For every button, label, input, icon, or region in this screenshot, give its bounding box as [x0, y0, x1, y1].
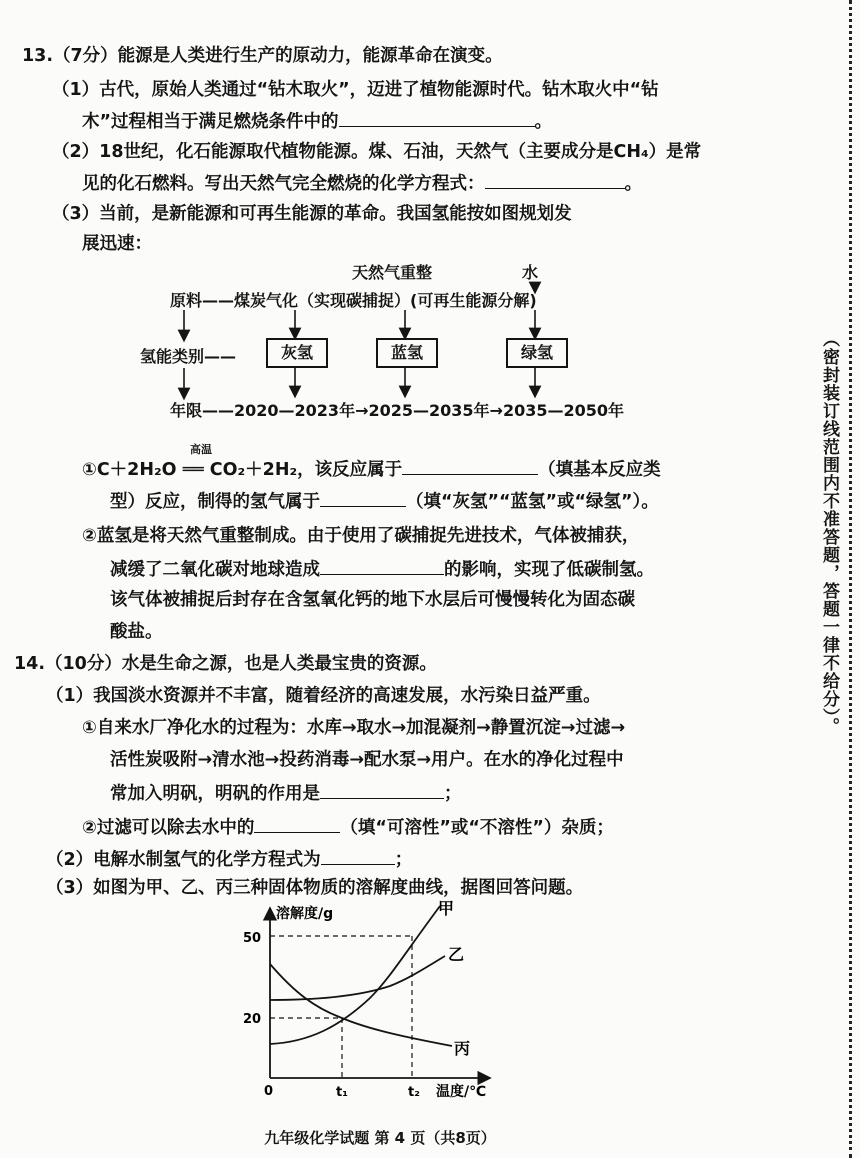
y-tick-50: 50: [243, 931, 262, 946]
reaction-condition: 高温: [190, 443, 212, 456]
green-hydrogen-box: 绿氢: [506, 338, 568, 368]
answer-blank-7[interactable]: [254, 814, 340, 833]
q13-p1-line1: （1）古代，原始人类通过“钻木取火”，迈进了植物能源时代。钻木取火中“钻: [52, 80, 659, 100]
hydrogen-plan-diagram: [130, 258, 650, 428]
y-tick-20: 20: [243, 1012, 262, 1027]
answer-blank-2[interactable]: [485, 170, 625, 189]
answer-blank-4[interactable]: [320, 488, 406, 507]
series-label-bing: 丙: [454, 1039, 471, 1058]
diagram-top-label-2: 水: [522, 263, 539, 282]
q13-p1-line2: 木”过程相当于满足燃烧条件中的 。: [82, 108, 552, 134]
q13-p2-line2: 见的化石燃料。写出天然气完全燃烧的化学方程式： 。: [82, 170, 642, 196]
diagram-raw-row: 原料——煤炭气化（实现碳捕捉）(可再生能源分解): [170, 291, 537, 310]
binding-dotted-line: [849, 0, 852, 1158]
diagram-top-label-1: 天然气重整: [352, 263, 433, 282]
q13-p2-line1: （2）18世纪，化石能源取代植物能源。煤、石油，天然气（主要成分是CH₄）是常: [52, 142, 702, 162]
series-label-jia: 甲: [438, 899, 455, 918]
diagram-arrows: [130, 258, 650, 428]
x-axis-label: 温度/℃: [436, 1084, 487, 1098]
q14-item1-line2: 活性炭吸附→清水池→投药消毒→配水泵→用户。在水的净化过程中: [110, 750, 624, 770]
diagram-years-row: 年限——2020—2023年→2025—2035年→2035—2050年: [170, 401, 625, 420]
series-label-yi: 乙: [448, 945, 465, 964]
solubility-chart: [240, 898, 500, 1098]
q14-item2: ②过滤可以除去水中的 （填“可溶性”或“不溶性”）杂质；: [82, 814, 614, 840]
blue-hydrogen-box: 蓝氢: [376, 338, 438, 368]
q13-p3-line2: 展迅速：: [82, 234, 152, 254]
q14-p1: （1）我国淡水资源并不丰富，随着经济的高速发展，水污染日益严重。: [46, 686, 601, 706]
answer-blank-1[interactable]: [339, 108, 535, 127]
q14-p3: （3）如图为甲、乙、丙三种固体物质的溶解度曲线，据图回答问题。: [46, 878, 584, 898]
diagram-type-label: 氢能类别——: [140, 347, 237, 366]
answer-blank-3[interactable]: [402, 456, 538, 475]
answer-blank-6[interactable]: [320, 780, 444, 799]
answer-blank-5[interactable]: [320, 556, 444, 575]
x-tick-t1: t₁: [336, 1085, 348, 1098]
q13-p3-line1: （3）当前，是新能源和可再生能源的革命。我国氢能按如图规划发: [52, 204, 572, 224]
q13-item2-line3: 该气体被捕捉后封存在含氢氧化钙的地下水层后可慢慢转化为固态碳: [110, 590, 635, 610]
q13-item2-line2: 减缓了二氧化碳对地球造成 的影响，实现了低碳制氢。: [110, 556, 654, 582]
answer-blank-8[interactable]: [321, 846, 395, 865]
grey-hydrogen-box: 灰氢: [266, 338, 328, 368]
seal-line-note: （密封装订线范围内不准答题，答题一律不给分）。: [819, 330, 839, 736]
x-tick-t2: t₂: [408, 1085, 420, 1098]
q14-item1-line1: ①自来水厂净化水的过程为：水库→取水→加混凝剂→静置沉淀→过滤→: [82, 718, 626, 738]
y-axis-label: 溶解度/g: [276, 906, 334, 922]
q14-title: 14.（10分）水是生命之源，也是人类最宝贵的资源。: [14, 654, 437, 674]
q14-p2: （2）电解水制氢气的化学方程式为 ；: [46, 846, 412, 872]
origin-label: 0: [264, 1084, 274, 1098]
q13-item1-line2: 型）反应，制得的氢气属于 （填“灰氢”“蓝氢”或“绿氢”）。: [110, 488, 659, 514]
curve-yi: [270, 956, 445, 1000]
q13-item2-line4: 酸盐。: [110, 622, 163, 642]
q14-item1-line3: 常加入明矾，明矾的作用是 ；: [110, 780, 462, 806]
page-footer: 九年级化学试题 第 4 页（共8页）: [264, 1129, 496, 1147]
q13-item2-line1: ②蓝氢是将天然气重整制成。由于使用了碳捕捉先进技术，气体被捕获，: [82, 526, 640, 546]
q13-title: 13.（7分）能源是人类进行生产的原动力，能源革命在演变。: [22, 46, 503, 66]
q13-item1-line1: ①C＋2H₂O ══ CO₂＋2H₂，该反应属于 （填基本反应类: [82, 456, 661, 482]
